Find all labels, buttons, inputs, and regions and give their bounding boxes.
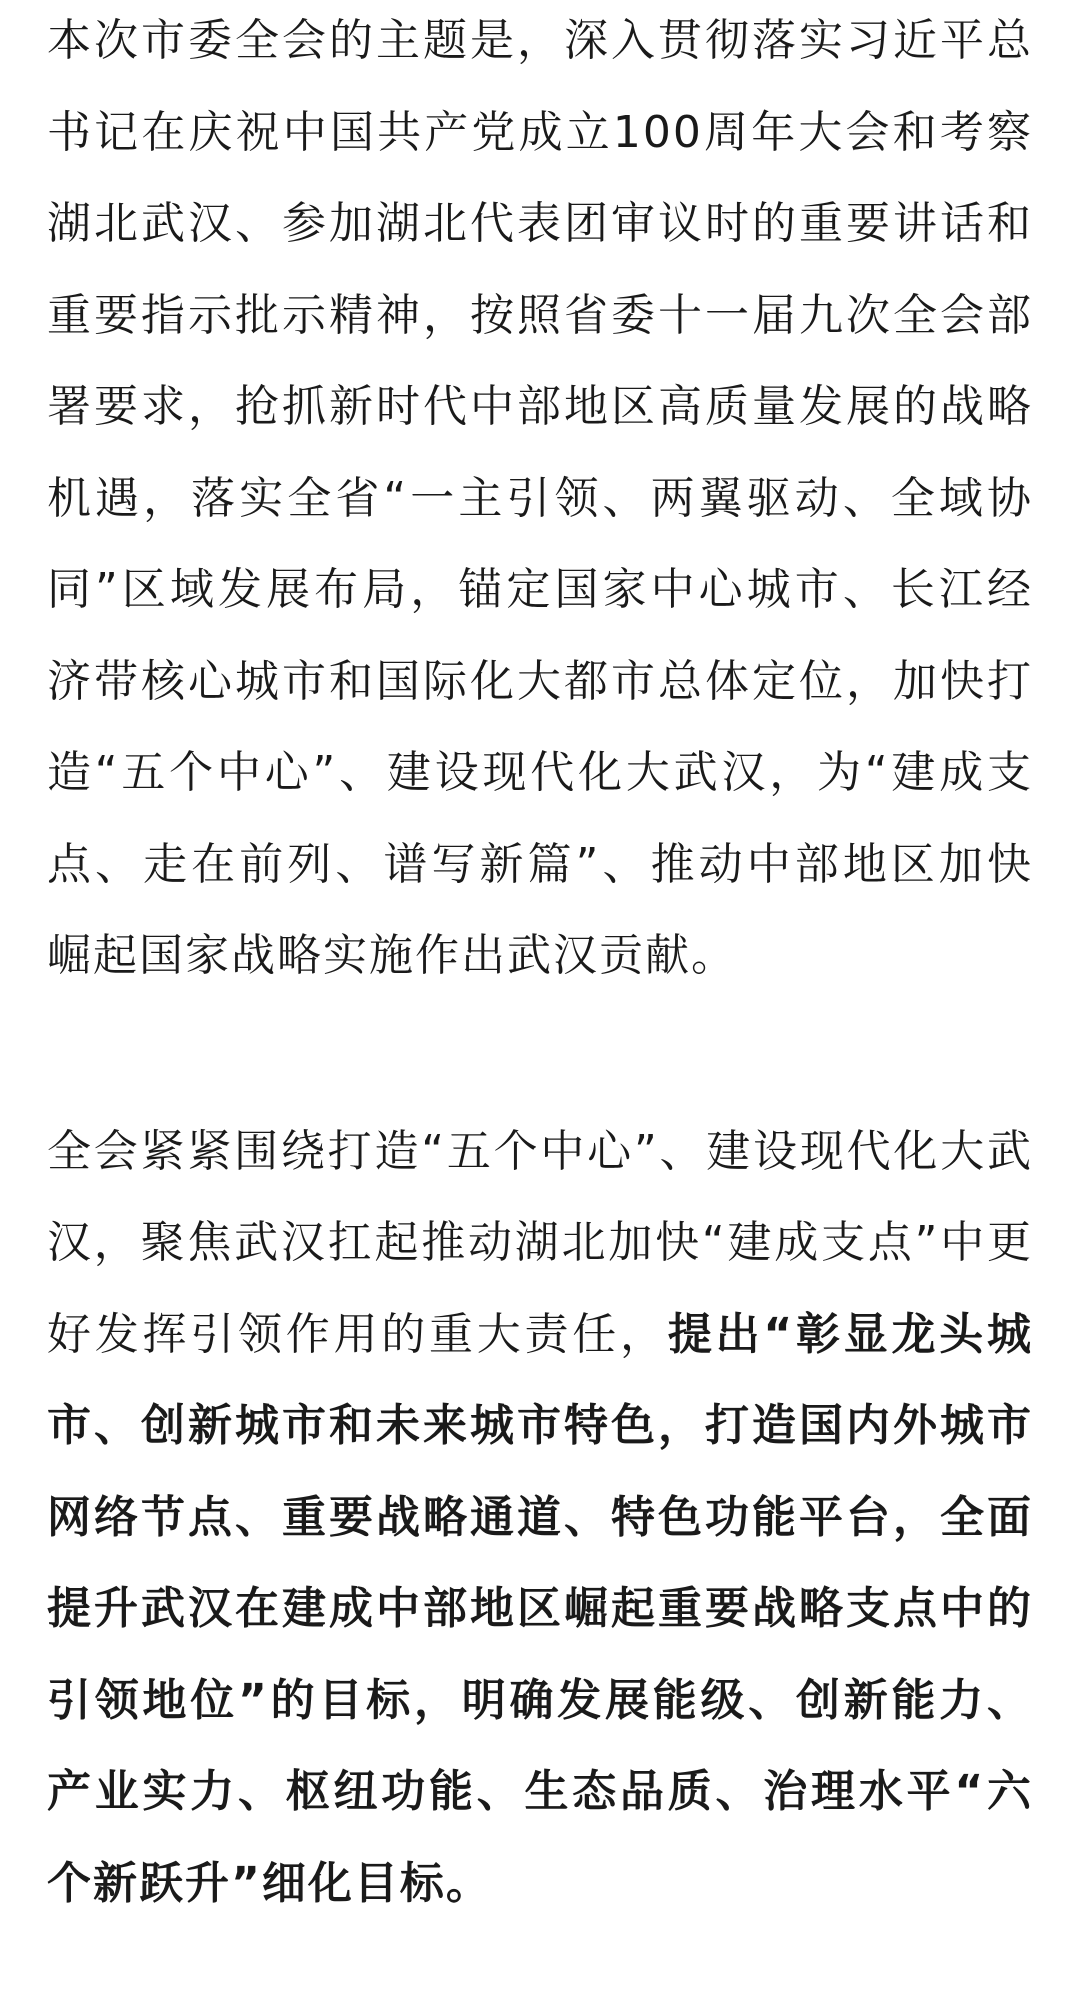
paragraph-1 <box>47 0 1033 1002</box>
article-body <box>47 0 1033 1929</box>
paragraph-2-text: 全会紧紧围绕打造“五个中心”、建设现代化大武汉，聚焦武汉扛起推动湖北加快“建成支点”中更好发挥引领作用的重大责任， <box>47 1125 1033 1360</box>
paragraph-2 <box>47 1106 1033 1930</box>
paragraph-1-text: 本次市委全会的主题是，深入贯彻落实习近平总书记在庆祝中国共产党成立100周年大会和考察湖北武汉、参加湖北代表团审议时的重要讲话和重要指示批示精神，按照省委十一届九次全会部署要求，抢抓新时代中部地区高质量发展的战略机遇，落实全省“一主引领、两翼驱动、全域协同”区域发展布局，锚定国家中心城市、长江经济带核心城市和国际化大都市总体定位，加快打造“五个中心”、建设现代化大武汉，为“建成支点、走在前列、谱写新篇”、推动中部地区加快崛起国家战略实施作出武汉贡献。 <box>47 15 1033 981</box>
paragraph-2-bold-text: 提出“彰显龙头城市、创新城市和未来城市特色，打造国内外城市网络节点、重要战略通道、特色功能平台，全面提升武汉在建成中部地区崛起重要战略支点中的引领地位”的目标，明确发展能级、创新能力、产业实力、枢纽功能、生态品质、治理水平“六个新跃升”细化目标。 <box>47 1308 1034 1909</box>
